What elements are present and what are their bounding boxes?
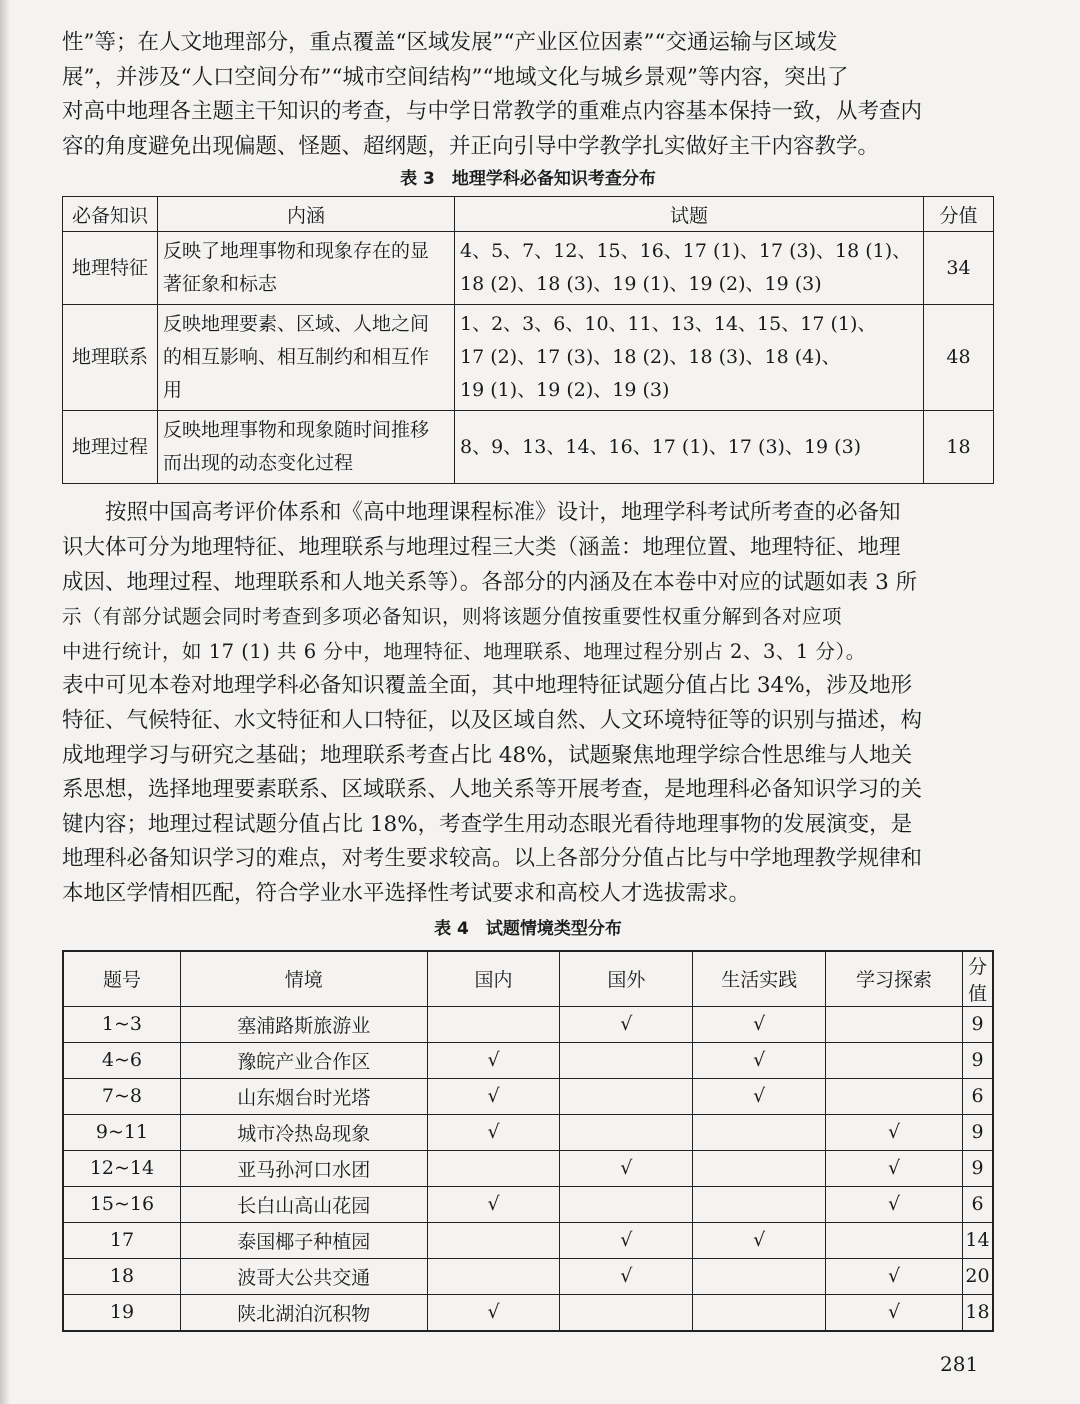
domestic-cell <box>427 1258 560 1294</box>
study-explore-cell: √ <box>826 1186 963 1222</box>
column-header: 题号 <box>63 951 180 1007</box>
column-header: 学习探索 <box>826 951 963 1007</box>
meaning-cell <box>158 305 455 411</box>
intro-paragraph <box>62 26 994 164</box>
column-header: 国外 <box>560 951 693 1007</box>
life-practice-cell <box>693 1294 826 1331</box>
context-cell: 陕北湖泊沉积物 <box>180 1294 427 1331</box>
meaning-cell <box>158 232 455 305</box>
cell-line: 反映地理事物和现象随时间推移 <box>163 419 430 442</box>
score-cell: 9 <box>962 1042 993 1078</box>
table-row <box>63 1114 993 1150</box>
column-header: 必备知识 <box>63 197 158 232</box>
table-row <box>63 1042 993 1078</box>
study-explore-cell <box>826 1222 963 1258</box>
score-cell: 6 <box>962 1186 993 1222</box>
domestic-cell <box>427 1006 560 1042</box>
question-number-cell: 17 <box>63 1222 180 1258</box>
context-cell: 泰国椰子种植园 <box>180 1222 427 1258</box>
score-cell: 18 <box>924 411 994 484</box>
foreign-cell: √ <box>560 1222 693 1258</box>
category-cell: 地理特征 <box>63 232 158 305</box>
table-row <box>63 1258 993 1294</box>
foreign-cell <box>560 1114 693 1150</box>
score-cell: 6 <box>962 1078 993 1114</box>
cell-line: 而出现的动态变化过程 <box>163 452 354 475</box>
table-row <box>63 1294 993 1331</box>
study-explore-cell <box>826 1006 963 1042</box>
column-header: 内涵 <box>158 197 455 232</box>
life-practice-cell: √ <box>693 1042 826 1078</box>
scan-shadow <box>0 0 10 1404</box>
score-cell: 48 <box>924 305 994 411</box>
column-header: 生活实践 <box>693 951 826 1007</box>
score-cell: 14 <box>962 1222 993 1258</box>
table3 <box>62 196 994 484</box>
table-row <box>63 1186 993 1222</box>
table-row <box>63 305 994 411</box>
context-cell: 波哥大公共交通 <box>180 1258 427 1294</box>
life-practice-cell: √ <box>693 1006 826 1042</box>
cell-line: 18 (2)、18 (3)、19 (1)、19 (2)、19 (3) <box>460 273 822 296</box>
study-explore-cell: √ <box>826 1150 963 1186</box>
question-number-cell: 9~11 <box>63 1114 180 1150</box>
category-cell: 地理过程 <box>63 411 158 484</box>
foreign-cell <box>560 1186 693 1222</box>
table-row <box>63 232 994 305</box>
domestic-cell: √ <box>427 1186 560 1222</box>
life-practice-cell <box>693 1114 826 1150</box>
meaning-cell <box>158 411 455 484</box>
text-line: 系思想，选择地理要素联系、区域联系、人地关系等开展考查，是地理科必备知识学习的关 <box>62 777 923 803</box>
page <box>62 26 994 1332</box>
foreign-cell <box>560 1042 693 1078</box>
table-header-row <box>63 197 994 232</box>
question-number-cell: 7~8 <box>63 1078 180 1114</box>
question-number-cell: 4~6 <box>63 1042 180 1078</box>
cell-line: 的相互影响、相互制约和相互作 <box>163 346 430 369</box>
table-header-row <box>63 951 993 1007</box>
domestic-cell: √ <box>427 1114 560 1150</box>
domestic-cell: √ <box>427 1042 560 1078</box>
foreign-cell <box>560 1078 693 1114</box>
text-line: 成地理学习与研究之基础；地理联系考查占比 48%，试题聚焦地理学综合性思维与人地关 <box>62 742 913 768</box>
items-cell <box>455 305 924 411</box>
foreign-cell <box>560 1294 693 1331</box>
table4-caption: 表 4 试题情境类型分布 <box>434 918 622 939</box>
life-practice-cell <box>693 1150 826 1186</box>
cell-line: 17 (2)、17 (3)、18 (2)、18 (3)、18 (4)、 <box>460 346 841 369</box>
items-cell <box>455 232 924 305</box>
life-practice-cell <box>693 1186 826 1222</box>
question-number-cell: 18 <box>63 1258 180 1294</box>
cell-line: 1、2、3、6、10、11、13、14、15、17 (1)、 <box>460 313 877 336</box>
score-cell: 18 <box>962 1294 993 1331</box>
cell-line: 著征象和标志 <box>163 273 278 296</box>
table-row <box>63 1222 993 1258</box>
text-line: 展”，并涉及“人口空间分布”“城市空间结构”“地域文化与城乡景观”等内容，突出了 <box>62 64 849 90</box>
table-row <box>63 1150 993 1186</box>
study-explore-cell: √ <box>826 1258 963 1294</box>
domestic-cell: √ <box>427 1078 560 1114</box>
column-header: 情境 <box>180 951 427 1007</box>
score-cell: 20 <box>962 1258 993 1294</box>
page-number: 281 <box>940 1352 979 1376</box>
life-practice-cell <box>693 1258 826 1294</box>
table3-caption: 表 3 地理学科必备知识考查分布 <box>400 169 656 190</box>
context-cell: 亚马孙河口水团 <box>180 1150 427 1186</box>
text-line: 特征、气候特征、水文特征和人口特征，以及区域自然、人文环境特征等的识别与描述，构 <box>62 707 923 733</box>
score-cell: 9 <box>962 1006 993 1042</box>
text-line: 按照中国高考评价体系和《高中地理课程标准》设计，地理学科考试所考查的必备知 <box>105 500 901 526</box>
cell-line: 4、5、7、12、15、16、17 (1)、17 (3)、18 (1)、 <box>460 240 912 263</box>
context-cell: 城市冷热岛现象 <box>180 1114 427 1150</box>
cell-line: 反映了地理事物和现象存在的显 <box>163 240 430 263</box>
domestic-cell <box>427 1150 560 1186</box>
table-row <box>63 411 994 484</box>
text-line: 性”等；在人文地理部分，重点覆盖“区域发展”“产业区位因素”“交通运输与区域发 <box>62 30 838 55</box>
table4 <box>62 950 994 1332</box>
score-cell: 9 <box>962 1114 993 1150</box>
text-line: 键内容；地理过程试题分值占比 18%，考查学生用动态眼光看待地理事物的发展演变，是 <box>62 811 913 837</box>
column-header: 分值 <box>962 951 993 1007</box>
context-cell: 豫皖产业合作区 <box>180 1042 427 1078</box>
score-cell: 9 <box>962 1150 993 1186</box>
column-header: 试题 <box>455 197 924 232</box>
cell-line: 用 <box>163 379 183 402</box>
text-line: 地理科必备知识学习的难点，对考生要求较高。以上各部分分值占比与中学地理教学规律和 <box>62 846 923 872</box>
text-line: 中进行统计，如 17 (1) 共 6 分中，地理特征、地理联系、地理过程分别占 2、3、1 分）。 <box>62 639 866 663</box>
question-number-cell: 12~14 <box>63 1150 180 1186</box>
column-header: 国内 <box>427 951 560 1007</box>
domestic-cell: √ <box>427 1294 560 1331</box>
domestic-cell <box>427 1222 560 1258</box>
context-cell: 山东烟台时光塔 <box>180 1078 427 1114</box>
question-number-cell: 1~3 <box>63 1006 180 1042</box>
foreign-cell: √ <box>560 1258 693 1294</box>
foreign-cell: √ <box>560 1006 693 1042</box>
category-cell: 地理联系 <box>63 305 158 411</box>
text-line: 本地区学情相匹配，符合学业水平选择性考试要求和高校人才选拔需求。 <box>62 880 751 906</box>
text-line: 表中可见本卷对地理学科必备知识覆盖全面，其中地理特征试题分值占比 34%，涉及地形 <box>62 673 913 699</box>
table-row <box>63 1006 993 1042</box>
life-practice-cell: √ <box>693 1078 826 1114</box>
table4-body <box>63 1006 993 1331</box>
cell-line: 19 (1)、19 (2)、19 (3) <box>460 379 670 402</box>
items-cell: 8、9、13、14、16、17 (1)、17 (3)、19 (3) <box>455 411 924 484</box>
context-cell: 塞浦路斯旅游业 <box>180 1006 427 1042</box>
question-number-cell: 15~16 <box>63 1186 180 1222</box>
context-cell: 长白山高山花园 <box>180 1186 427 1222</box>
table-row <box>63 1078 993 1114</box>
question-number-cell: 19 <box>63 1294 180 1331</box>
study-explore-cell <box>826 1078 963 1114</box>
cell-line: 反映地理要素、区域、人地之间 <box>163 313 430 336</box>
text-line: 成因、地理过程、地理联系和人地关系等）。各部分的内涵及在本卷中对应的试题如表 3 所 <box>62 569 918 595</box>
life-practice-cell: √ <box>693 1222 826 1258</box>
foreign-cell: √ <box>560 1150 693 1186</box>
column-header: 分值 <box>924 197 994 232</box>
text-line: 容的角度避免出现偏题、怪题、超纲题，并正向引导中学教学扎实做好主干内容教学。 <box>62 133 880 159</box>
text-line: 对高中地理各主题主干知识的考查，与中学日常教学的重难点内容基本保持一致，从考查内 <box>62 99 923 125</box>
study-explore-cell: √ <box>826 1114 963 1150</box>
body-paragraph <box>62 496 994 911</box>
text-line: 识大体可分为地理特征、地理联系与地理过程三大类（涵盖：地理位置、地理特征、地理 <box>62 534 901 560</box>
text-line: 示（有部分试题会同时考查到多项必备知识，则将该题分值按重要性权重分解到各对应项 <box>62 605 843 629</box>
score-cell: 34 <box>924 232 994 305</box>
study-explore-cell <box>826 1042 963 1078</box>
study-explore-cell: √ <box>826 1294 963 1331</box>
